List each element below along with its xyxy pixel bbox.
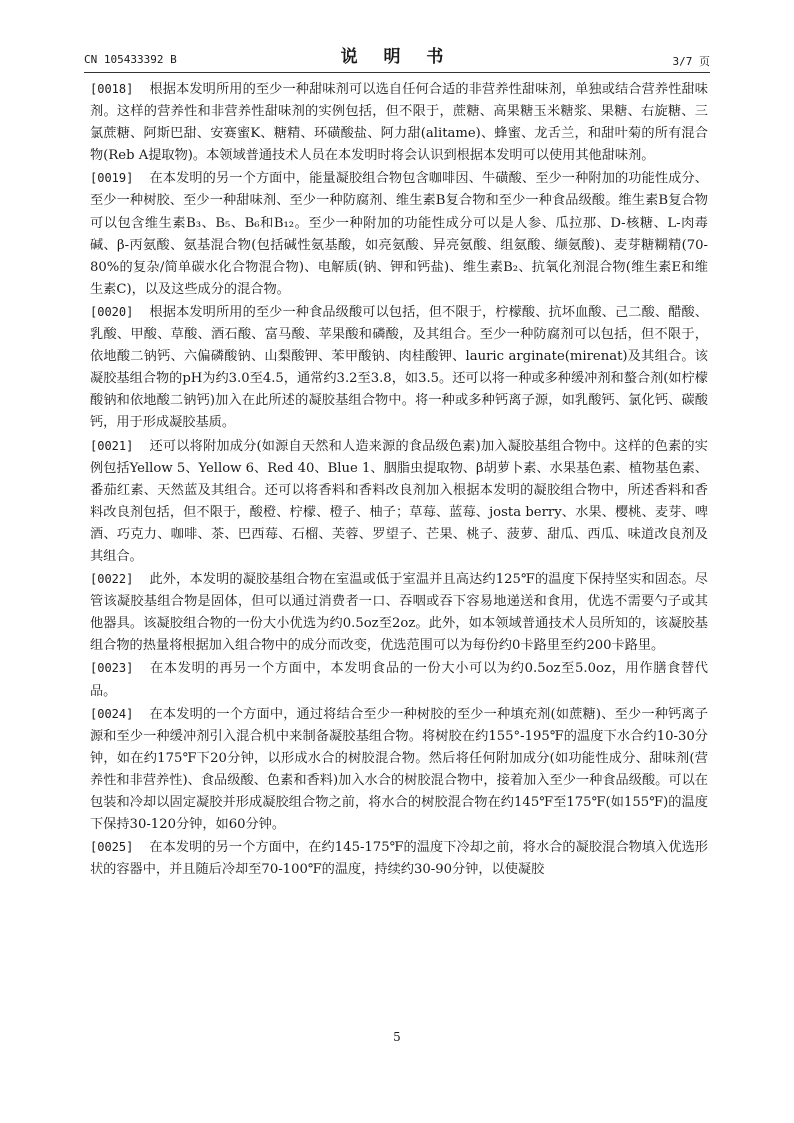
- paragraph-text: 在本发明的一个方面中，通过将结合至少一种树胶的至少一种填充剂(如蔗糖)、至少一种钙离子源和至少一种缓冲剂引入混合机中来制备凝胶基组合物。将树胶在约155°-195℉的温度下水合约10-30分钟，如在约175℉下20分钟，以形成水合的树胶混合物。然后将任何附加成分(如功能性成分、甜味剂(营养性和非营养性)、食品级酸、色素和香料)加入水合的树胶混合物中，接着加入至少一种食品级酸。可以在包装和冷却以固定凝胶并形成凝胶组合物之前，将水合的树胶混合物在约145℉至175℉(如155℉)的温度下保持30-120分钟，如60分钟。: [90, 706, 708, 833]
- patent-number: CN 105433392 B: [84, 53, 177, 66]
- paragraph-0023: [90, 657, 708, 702]
- paragraph-0020: [90, 301, 708, 435]
- paragraph-text: 还可以将附加成分(如源自天然和人造来源的食品级色素)加入凝胶基组合物中。这样的色素的实例包括Yellow 5、Yellow 6、Red 40、Blue 1、胭脂虫提取物、β胡萝卜素、水果基色素、植物基色素、番茄红素、天然蓝及其组合。还可以将香料和香料改良剂加入根据本发明的凝胶组合物中，所述香料和香料改良剂包括，但不限于，酸橙、柠檬、橙子、柚子；草莓、蓝莓、josta berry、水果、樱桃、麦芽、啤酒、巧克力、咖啡、茶、巴西莓、石榴、芙蓉、罗望子、芒果、桃子、菠萝、甜瓜、西瓜、味道改良剂及其组合。: [90, 438, 708, 564]
- paragraph-number: [0018]: [90, 82, 134, 96]
- paragraph-0025: [90, 836, 708, 881]
- paragraph-text: 在本发明的再另一个方面中，本发明食品的一份大小可以为约0.5oz至5.0oz，用作膳食替代品。: [90, 661, 708, 699]
- page-header: [84, 40, 710, 70]
- paragraph-0024: [90, 703, 708, 837]
- header-divider: [84, 72, 710, 73]
- page-number: 5: [393, 1030, 401, 1044]
- paragraph-number: [0019]: [90, 171, 134, 186]
- paragraph-0022: [90, 568, 708, 657]
- paragraph-0021: [90, 435, 708, 569]
- paragraph-number: [0024]: [90, 706, 134, 721]
- paragraph-number: [0020]: [90, 304, 134, 319]
- document-body: [90, 78, 708, 881]
- paragraph-text: 在本发明的另一个方面中，能量凝胶组合物包含咖啡因、牛磺酸、至少一种附加的功能性成分、至少一种树胶、至少一种甜味剂、至少一种防腐剂、维生素B复合物和至少一种食品级酸。维生素B复合物可以包含维生素B₃、B₅、B₆和B₁₂。至少一种附加的功能性成分可以是人参、瓜拉那、D-核糖、L-肉毒碱、β-丙氨酸、氨基混合物(包括碱性氨基酸，如亮氨酸、异亮氨酸、组氨酸、缬氨酸)、麦芽糖糊精(70-80%的复杂/简单碳水化合物混合物)、电解质(钠、钾和钙盐)、维生素B₂、抗氧化剂混合物(维生素E和维生素C)，以及这些成分的混合物。: [90, 171, 708, 297]
- paragraph-number: [0023]: [90, 661, 134, 676]
- paragraph-0019: [90, 167, 708, 301]
- document-title: 说 明 书: [340, 47, 454, 67]
- paragraph-text: 在本发明的另一个方面中，在约145-175℉的温度下冷却之前，将水合的凝胶混合物填入优选形状的容器中，并且随后冷却至70-100℉的温度，持续约30-90分钟，以使凝胶: [90, 840, 708, 878]
- paragraph-text: 根据本发明所用的至少一种甜味剂可以选自任何合适的非营养性甜味剂，单独或结合营养性甜味剂。这样的营养性和非营养性甜味剂的实例包括，但不限于，蔗糖、高果糖玉米糖浆、果糖、右旋糖、三氯蔗糖、阿斯巴甜、安赛蜜K、糖精、环磺酸盐、阿力甜(alitame)、蜂蜜、龙舌兰，和甜叶菊的所有混合物(Reb A提取物)。本领域普通技术人员在本发明时将会认识到根据本发明可以使用其他甜味剂。: [90, 82, 708, 164]
- paragraph-0018: [90, 78, 708, 167]
- paragraph-text: 根据本发明所用的至少一种食品级酸可以包括，但不限于，柠檬酸、抗坏血酸、己二酸、醋酸、乳酸、甲酸、草酸、酒石酸、富马酸、苹果酸和磷酸，及其组合。至少一种防腐剂可以包括，但不限于，依地酸二钠钙、六偏磷酸钠、山梨酸钾、苯甲酸钠、肉桂酸钾、lauric arginate(mirenat)及其组合。该凝胶基组合物的pH为约3.0至4.5，通常约3.2至3.8，如3.5。还可以将一种或多种缓冲剂和螯合剂(如柠檬酸钠和依地酸二钠钙)加入在此所述的凝胶基组合物中。将一种或多种钙离子源，如乳酸钙、氯化钙、碳酸钙，用于形成凝胶基质。: [90, 304, 708, 431]
- paragraph-text: 此外，本发明的凝胶基组合物在室温或低于室温并且高达约125℉的温度下保持坚实和固态。尽管该凝胶基组合物是固体，但可以通过消费者一口、吞咽或吞下容易地递送和食用，优选不需要勺子或其他器具。该凝胶组合物的一份大小优选为约0.5oz至2oz。此外，如本领域普通技术人员所知的，该凝胶基组合物的热量将根据加入组合物中的成分而改变，优选范围可以为每份约0卡路里至约200卡路里。: [90, 572, 708, 654]
- page-indicator: 3/7 页: [672, 55, 710, 68]
- paragraph-number: [0025]: [90, 840, 134, 855]
- paragraph-number: [0022]: [90, 572, 134, 587]
- paragraph-number: [0021]: [90, 438, 134, 453]
